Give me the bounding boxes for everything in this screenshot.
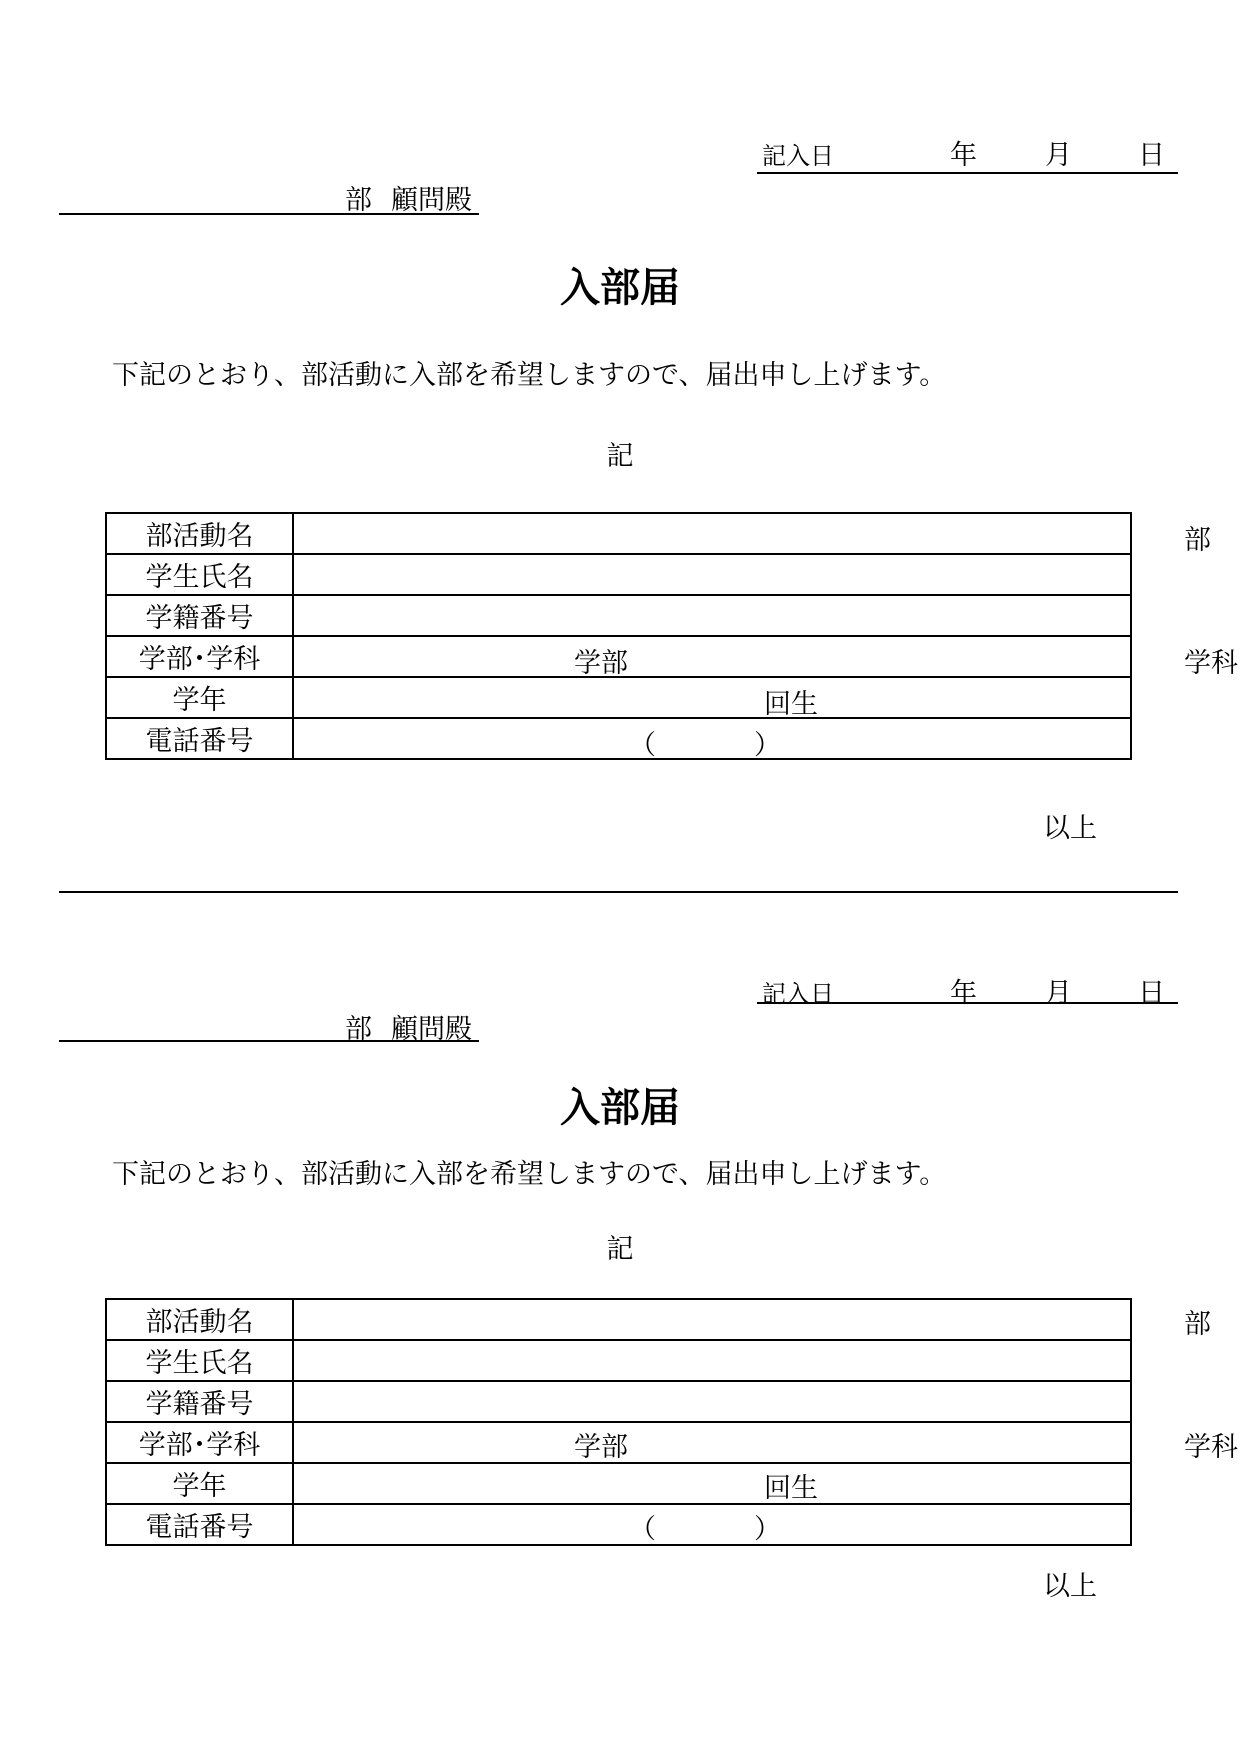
intro-text: 下記のとおり、部活動に入部を希望しますので、届出申し上げます。	[112, 360, 947, 391]
club-name-field[interactable]	[293, 1299, 1211, 1340]
club-suffix: 部	[1184, 525, 1211, 556]
phone-paren-open: （	[629, 730, 656, 761]
table-row	[106, 718, 1131, 759]
entry-date-year-label: 年	[950, 140, 977, 171]
student-id-field[interactable]	[293, 1381, 1131, 1422]
table-row	[106, 554, 1131, 595]
table-row	[106, 1504, 1131, 1545]
row-label-grade: 学年	[106, 677, 293, 718]
phone-field[interactable]	[293, 1504, 1131, 1545]
closing-text: 以上	[1043, 1571, 1097, 1602]
advisor-underline	[59, 1040, 479, 1042]
table-row	[106, 1422, 1131, 1463]
student-id-field[interactable]	[293, 595, 1131, 636]
row-label-faculty-department: 学部･学科	[106, 1422, 293, 1463]
closing-text: 以上	[1043, 813, 1097, 844]
row-label-club-name: 部活動名	[106, 513, 293, 554]
faculty-suffix: 学部	[574, 648, 628, 679]
table-row	[106, 1299, 1131, 1340]
student-name-field[interactable]	[293, 554, 1131, 595]
department-suffix: 学科	[1184, 648, 1238, 679]
phone-paren-close: ）	[754, 730, 781, 761]
entry-date-day-label: 日	[1138, 978, 1165, 1009]
document-title: 入部届	[560, 1085, 680, 1131]
club-name-field[interactable]	[293, 513, 1211, 556]
table-row	[106, 595, 1131, 636]
phone-field[interactable]	[293, 718, 1131, 759]
ki-heading: 記	[606, 1234, 634, 1265]
advisor-club-suffix: 部	[345, 185, 372, 216]
entry-date-day-label: 日	[1138, 140, 1165, 171]
entry-date-underline	[757, 172, 1178, 174]
grade-suffix: 回生	[764, 1473, 818, 1504]
grade-field[interactable]	[293, 677, 1131, 718]
grade-field[interactable]	[293, 1463, 1131, 1504]
ki-heading: 記	[606, 441, 634, 472]
document-title: 入部届	[560, 265, 680, 311]
row-label-student-name: 学生氏名	[106, 1340, 293, 1381]
faculty-department-field[interactable]	[293, 1422, 1238, 1463]
entry-date-month-label: 月	[1045, 140, 1072, 171]
grade-suffix: 回生	[764, 689, 818, 720]
row-label-student-name: 学生氏名	[106, 554, 293, 595]
entry-date-year-label: 年	[950, 978, 977, 1009]
student-name-field[interactable]	[293, 1340, 1131, 1381]
intro-text: 下記のとおり、部活動に入部を希望しますので、届出申し上げます。	[112, 1159, 947, 1190]
row-label-phone: 電話番号	[106, 1504, 293, 1545]
advisor-underline	[59, 213, 479, 215]
department-suffix: 学科	[1184, 1432, 1238, 1463]
info-table	[105, 1298, 1238, 1546]
entry-date-label: 記入日	[762, 142, 834, 170]
row-label-student-id: 学籍番号	[106, 595, 293, 636]
table-row	[106, 636, 1131, 677]
faculty-suffix: 学部	[574, 1432, 628, 1463]
faculty-department-field[interactable]	[293, 636, 1238, 679]
table-row	[106, 513, 1131, 554]
table-row	[106, 1463, 1131, 1504]
club-suffix: 部	[1184, 1309, 1211, 1340]
info-table	[105, 512, 1238, 761]
table-row	[106, 1340, 1131, 1381]
row-label-student-id: 学籍番号	[106, 1381, 293, 1422]
application-form-2	[0, 829, 1240, 1754]
phone-paren-close: ）	[754, 1514, 781, 1545]
row-label-grade: 学年	[106, 1463, 293, 1504]
advisor-club-suffix: 部	[345, 1014, 372, 1045]
row-label-phone: 電話番号	[106, 718, 293, 759]
entry-date-underline	[757, 1002, 1178, 1004]
row-label-faculty-department: 学部･学科	[106, 636, 293, 677]
table-row	[106, 677, 1131, 718]
advisor-title: 顧問殿	[391, 185, 472, 216]
advisor-title: 顧問殿	[391, 1014, 472, 1045]
table-row	[106, 1381, 1131, 1422]
phone-paren-open: （	[629, 1514, 656, 1545]
entry-date-label: 記入日	[762, 980, 834, 1008]
row-label-club-name: 部活動名	[106, 1299, 293, 1340]
entry-date-month-label: 月	[1045, 978, 1072, 1009]
